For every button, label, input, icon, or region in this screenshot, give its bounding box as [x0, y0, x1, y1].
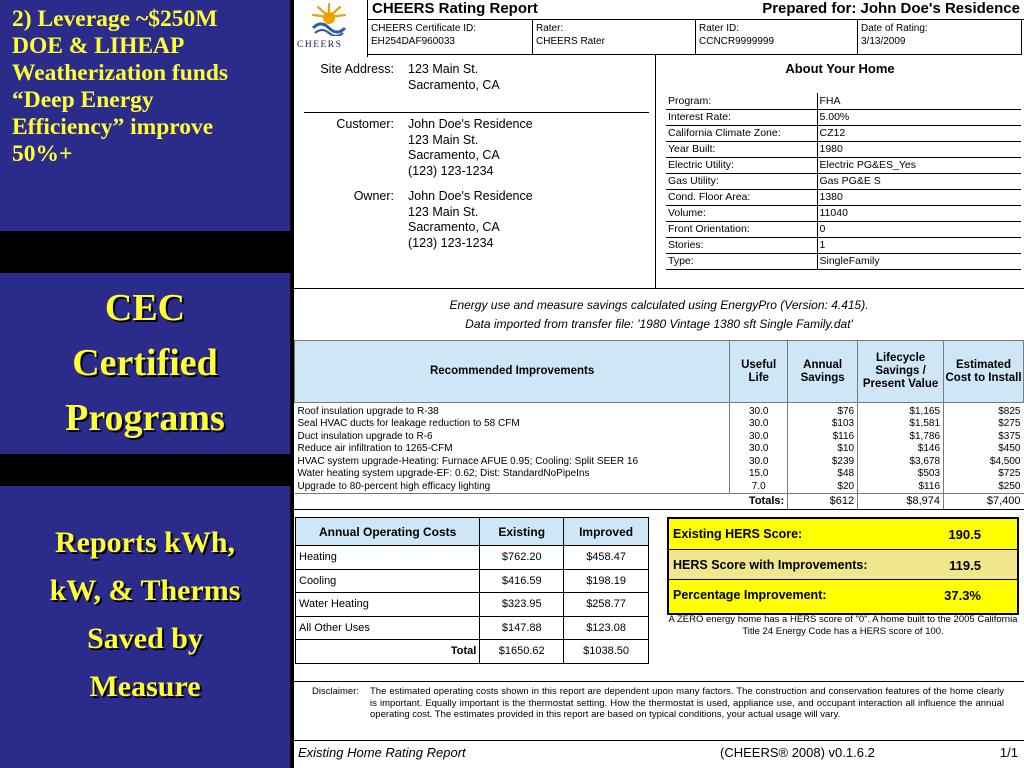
footer-version: (CHEERS® 2008) v0.1.6.2 [720, 745, 875, 760]
ops-column-header: Improved [564, 518, 649, 546]
about-field-label: Cond. Floor Area: [666, 189, 817, 205]
slide-panel-leverage [0, 0, 291, 231]
improvements-column-header: Lifecycle Savings / Present Value [858, 341, 944, 403]
header-info-cell: Rater: CHEERS Rater [532, 20, 695, 54]
hers-label: Percentage Improvement: [673, 588, 827, 602]
about-field-label: Electric Utility: [666, 157, 817, 173]
slide-panel-reports [0, 486, 291, 768]
improvement-value: $450 [944, 443, 1024, 456]
improvement-value: $825 [944, 406, 1024, 419]
ops-cost: $198.19 [564, 569, 649, 593]
ops-total-row [296, 640, 649, 664]
site-address-label: Site Address: [320, 62, 394, 76]
totals-blank [295, 493, 730, 509]
slide-panel-cec [0, 273, 291, 454]
improvement-value: $1,581 [858, 418, 944, 431]
about-row [666, 141, 1021, 157]
improvement-row [295, 456, 1024, 469]
about-row [666, 237, 1021, 253]
footer-report-name: Existing Home Rating Report [298, 745, 466, 760]
prepared-for: Prepared for: John Doe's Residence [762, 0, 1020, 17]
leverage-text: 2) Leverage ~$250M DOE & LIHEAP Weatherization funds “Deep Energy Efficiency” improve 50%+ [12, 6, 229, 167]
improvement-value: 15.0 [730, 468, 788, 481]
header-info-cell: Rater ID: CCNCR9999999 [695, 20, 857, 54]
improvement-value: $250 [944, 481, 1024, 494]
about-row [666, 157, 1021, 173]
improvement-value: 30.0 [730, 456, 788, 469]
improvement-value: $725 [944, 468, 1024, 481]
improvement-row [295, 443, 1024, 456]
improvement-measure: HVAC system upgrade-Heating: Furnace AFUE 0.95; Cooling: Split SEER 16 [297, 455, 639, 467]
about-field-label: Front Orientation: [666, 221, 817, 237]
about-field-value: Gas PG&E S [817, 173, 1021, 189]
improvements-totals-row [295, 493, 1024, 509]
improvement-value: $3,678 [858, 456, 944, 469]
improvement-value: $1,165 [858, 406, 944, 419]
ops-row [296, 569, 649, 593]
disclaimer-label: Disclaimer: [312, 686, 359, 697]
improvement-value: 30.0 [730, 443, 788, 456]
about-field-label: Program: [666, 93, 817, 109]
address-divider [304, 112, 649, 113]
improvement-value: 7.0 [730, 481, 788, 494]
improvement-value: $116 [858, 481, 944, 494]
about-field-value: 5.00% [817, 109, 1021, 125]
improvement-value: 30.0 [730, 406, 788, 419]
improvement-value: $103 [788, 418, 858, 431]
customer-label: Customer: [336, 117, 394, 131]
improvement-value: $10 [788, 443, 858, 456]
improvement-value: $275 [944, 418, 1024, 431]
owner-label: Owner: [353, 189, 394, 203]
improvement-value: $146 [858, 443, 944, 456]
about-field-label: Interest Rate: [666, 109, 817, 125]
owner-value: John Doe's Residence 123 Main St. Sacramento, CA (123) 123-1234 [408, 189, 533, 250]
ops-total-existing: $1650.62 [480, 640, 564, 664]
about-field-value: Electric PG&ES_Yes [817, 157, 1021, 173]
totals-value: $7,400 [944, 493, 1024, 509]
improvement-row [295, 418, 1024, 431]
recommended-improvements-table [294, 340, 1024, 509]
improvement-measure: Upgrade to 80-percent high efficacy lighting [297, 480, 491, 492]
about-field-label: Stories: [666, 237, 817, 253]
header-info-cell: CHEERS Certificate ID: EH254DAF960033 [371, 23, 477, 47]
about-field-value: CZ12 [817, 125, 1021, 141]
ops-row [296, 616, 649, 640]
ops-total-improved: $1038.50 [564, 640, 649, 664]
ops-row [296, 593, 649, 617]
about-row [666, 109, 1021, 125]
hers-row [669, 519, 1017, 549]
cheers-report [294, 0, 1024, 768]
about-field-value: FHA [817, 93, 1021, 109]
ops-column-header: Existing [480, 518, 564, 546]
hers-row [669, 549, 1017, 579]
improvement-measure: Reduce air infiltration to 1265-CFM [297, 443, 453, 455]
report-title: CHEERS Rating Report [372, 0, 538, 17]
ops-cost: $123.08 [564, 616, 649, 640]
header-info-grid [368, 20, 1022, 55]
about-row [666, 253, 1021, 269]
hers-caption: A ZERO energy home has a HERS score of "0". A home built to the 2005 California Title 24 Energy Code has a HERS score of 100. [668, 614, 1018, 637]
about-field-label: California Climate Zone: [666, 125, 817, 141]
ops-category: All Other Uses [296, 616, 480, 640]
improvements-column-header: Useful Life [730, 341, 788, 403]
hers-row [669, 579, 1017, 613]
about-table [666, 93, 1021, 270]
improvement-measure: Roof insulation upgrade to R-38 [297, 405, 439, 417]
report-footer [294, 741, 1024, 768]
ops-cost: $762.20 [480, 546, 564, 570]
hers-value: 37.3% [944, 588, 981, 603]
improvement-measure: Seal HVAC ducts for leakage reduction to 58 CFM [297, 418, 520, 430]
improvement-value: $4,500 [944, 456, 1024, 469]
improvement-value: $239 [788, 456, 858, 469]
improvements-header-row [295, 341, 1024, 403]
about-field-value: 1980 [817, 141, 1021, 157]
improvement-value: 30.0 [730, 431, 788, 444]
about-row [666, 205, 1021, 221]
customer-value: John Doe's Residence 123 Main St. Sacramento, CA (123) 123-1234 [408, 117, 533, 178]
disclaimer-text: The estimated operating costs shown in this report are dependent upon many factors. The construction and conservation features of the home clearly is important. Equally important is the thermostat setting. How the thermostat is used, appliance use, and occupant interaction all influence the annual operating cost. The estimates provided in this report are based on typical conditions, your actual usage will vary. [370, 686, 1004, 720]
improvement-measure: Water heating system upgrade-EF: 0.62; Dist: StandardNoPipeIns [297, 468, 590, 480]
about-field-value: 0 [817, 221, 1021, 237]
about-row [666, 189, 1021, 205]
improvement-row [295, 481, 1024, 494]
improvement-value: $20 [788, 481, 858, 494]
ops-header-row [296, 518, 649, 546]
ops-cost: $147.88 [480, 616, 564, 640]
energypro-note: Energy use and measure savings calculated using EnergyPro (Version: 4.415). [449, 298, 869, 312]
about-your-home [656, 55, 1024, 288]
improvements-column-header: Annual Savings [788, 341, 858, 403]
site-address-value: 123 Main St. Sacramento, CA [408, 62, 500, 92]
logo-wordmark: CHEERS [297, 40, 343, 50]
address-block [294, 55, 656, 288]
section-divider [294, 288, 1024, 289]
ops-total-label: Total [296, 640, 480, 664]
ops-category: Water Heating [296, 593, 480, 617]
hers-value: 119.5 [949, 558, 981, 573]
about-field-label: Type: [666, 253, 817, 269]
about-row [666, 173, 1021, 189]
improvements-column-header: Estimated Cost to Install [944, 341, 1024, 403]
hers-label: HERS Score with Improvements: [673, 558, 868, 572]
hers-value: 190.5 [948, 527, 981, 542]
improvement-value: $48 [788, 468, 858, 481]
cec-text: CEC Certified Programs [65, 287, 225, 439]
improvement-value: $1,786 [858, 431, 944, 444]
hers-label: Existing HERS Score: [673, 527, 803, 541]
totals-value: $8,974 [858, 493, 944, 509]
improvement-row [295, 468, 1024, 481]
transfer-file-note: Data imported from transfer file: '1980 Vintage 1380 sft Single Family.dat' [465, 317, 853, 331]
improvements-column-header: Recommended Improvements [295, 341, 730, 403]
about-row [666, 125, 1021, 141]
ops-column-header: Annual Operating Costs [296, 518, 480, 546]
hers-score-box [667, 517, 1019, 615]
disclaimer-divider [294, 681, 1024, 682]
ops-cost: $416.59 [480, 569, 564, 593]
improvement-row [295, 406, 1024, 419]
improvement-value: $375 [944, 431, 1024, 444]
about-row [666, 221, 1021, 237]
about-field-value: SingleFamily [817, 253, 1021, 269]
about-field-value: 1380 [817, 189, 1021, 205]
about-field-value: 1 [817, 237, 1021, 253]
improvement-measure: Duct insulation upgrade to R-6 [297, 430, 433, 442]
ops-cost: $323.95 [480, 593, 564, 617]
about-title: About Your Home [785, 61, 895, 76]
about-field-value: 11040 [817, 205, 1021, 221]
improvement-value: $503 [858, 468, 944, 481]
improvement-row [295, 431, 1024, 444]
annual-operating-costs-table [295, 517, 649, 664]
improvement-value: $76 [788, 406, 858, 419]
footer-page-number: 1/1 [999, 745, 1018, 760]
ops-category: Heating [296, 546, 480, 570]
ops-cost: $458.47 [564, 546, 649, 570]
improvements-bottom-rule [294, 509, 1024, 510]
cheers-logo [294, 0, 368, 57]
about-row [666, 93, 1021, 109]
sun-logo-icon [309, 2, 349, 36]
about-field-label: Year Built: [666, 141, 817, 157]
ops-cost: $258.77 [564, 593, 649, 617]
reports-text: Reports kWh, kW, & Therms Saved by Measure [49, 526, 241, 703]
about-field-label: Gas Utility: [666, 173, 817, 189]
totals-value: $612 [788, 493, 858, 509]
improvement-value: 30.0 [730, 418, 788, 431]
about-field-label: Volume: [666, 205, 817, 221]
ops-category: Cooling [296, 569, 480, 593]
header-info-cell: Date of Rating: 3/13/2009 [857, 20, 1022, 54]
ops-row [296, 546, 649, 570]
totals-label: Totals: [730, 493, 788, 509]
improvement-value: $116 [788, 431, 858, 444]
